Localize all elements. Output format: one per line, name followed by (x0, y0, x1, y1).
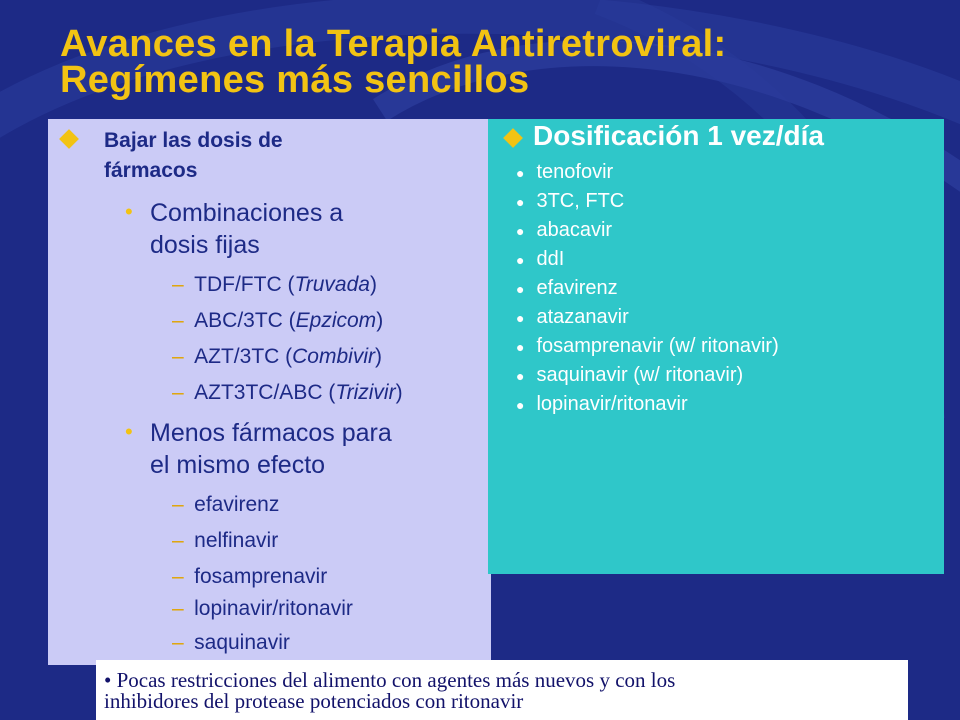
list-item (172, 493, 279, 517)
dash-bullet-icon: – (172, 597, 184, 620)
drug-name: efavirenz (194, 493, 280, 516)
section1-line-1: Combinaciones a (150, 199, 344, 227)
note-line-2: inhibidores del protease potenciados con ritonavir (104, 689, 524, 713)
right-panel (488, 119, 944, 574)
diamond-bullet-icon (506, 129, 520, 147)
list-item (172, 631, 290, 655)
drug-name: fosamprenavir (194, 565, 328, 588)
combo-suffix: ) (376, 309, 384, 332)
note-text-1: Pocas restricciones del alimento con agentes más nuevos y con los (116, 668, 676, 692)
combo-suffix: ) (369, 273, 377, 296)
list-item (516, 215, 612, 245)
combo-name: ABC/3TC ( (194, 309, 296, 332)
bottom-note (96, 660, 908, 720)
bullet-dot-icon: ● (516, 339, 525, 355)
bullet-dot-icon: ● (516, 165, 525, 181)
dash-bullet-icon: – (172, 273, 184, 296)
note-line-1 (104, 670, 900, 691)
drug-name: ddI (536, 248, 565, 270)
combo-suffix: ) (374, 345, 382, 368)
list-item (172, 345, 382, 369)
drug-name: efavirenz (536, 277, 618, 299)
list-item (172, 597, 353, 621)
combo-name: TDF/FTC ( (194, 273, 295, 296)
list-item (172, 529, 278, 553)
left-panel (48, 119, 491, 665)
list-item (516, 360, 743, 390)
dash-bullet-icon: – (172, 631, 184, 654)
list-item (172, 381, 403, 405)
bullet-dot-icon: ● (516, 252, 525, 268)
drug-name: atazanavir (536, 306, 629, 328)
page-title (60, 23, 940, 101)
drug-name: tenofovir (536, 161, 614, 183)
dash-bullet-icon: – (172, 493, 184, 516)
list-item (172, 273, 377, 297)
list-item (172, 309, 383, 333)
drug-name: fosamprenavir (w/ ritonavir) (536, 335, 779, 357)
list-item (516, 186, 624, 216)
list-item (516, 302, 629, 332)
combo-name: AZT/3TC ( (194, 345, 293, 368)
left-heading-line-2: fármacos (104, 159, 198, 182)
section1-line-2: dosis fijas (150, 231, 260, 259)
list-item (516, 273, 618, 303)
bullet-dot-icon: ● (516, 281, 525, 297)
drug-name: abacavir (536, 219, 613, 241)
drug-name: lopinavir/ritonavir (536, 393, 688, 415)
dash-bullet-icon: – (172, 381, 184, 404)
list-item (516, 389, 688, 419)
bullet-dot-icon: ● (516, 194, 525, 210)
dash-bullet-icon: – (172, 565, 184, 588)
list-item (516, 244, 564, 274)
section2-line-1: Menos fármacos para (150, 419, 392, 447)
drug-name: lopinavir/ritonavir (194, 597, 353, 620)
drug-name: saquinavir (w/ ritonavir) (536, 364, 744, 386)
title-line-2: Regímenes más sencillos (60, 59, 530, 101)
dash-bullet-icon: – (172, 345, 184, 368)
combo-brand: Trizivir (335, 381, 396, 404)
bullet-dot-icon: • (125, 199, 133, 224)
bullet-dot-icon: • (104, 668, 112, 692)
combo-name: AZT3TC/ABC ( (194, 381, 336, 404)
bullet-dot-icon: • (125, 419, 133, 444)
combo-brand: Combivir (292, 345, 375, 368)
left-heading-line-1: Bajar las dosis de (104, 129, 283, 152)
bullet-dot-icon: ● (516, 397, 525, 413)
list-item (516, 157, 613, 187)
section2-line-2: el mismo efecto (150, 451, 326, 479)
combo-suffix: ) (395, 381, 403, 404)
list-item (172, 565, 327, 589)
title-line-1: Avances en la Terapia Antiretroviral: (60, 23, 727, 65)
bullet-dot-icon: ● (516, 368, 525, 384)
dash-bullet-icon: – (172, 309, 184, 332)
right-heading: Dosificación 1 vez/día (533, 120, 824, 151)
drug-name: 3TC, FTC (536, 190, 625, 212)
combo-brand: Truvada (294, 273, 370, 296)
drug-name: nelfinavir (194, 529, 279, 552)
combo-brand: Epzicom (295, 309, 377, 332)
bullet-dot-icon: ● (516, 223, 525, 239)
diamond-bullet-icon (62, 130, 76, 148)
bullet-dot-icon: ● (516, 310, 525, 326)
dash-bullet-icon: – (172, 529, 184, 552)
list-item (516, 331, 779, 361)
drug-name: saquinavir (194, 631, 290, 654)
